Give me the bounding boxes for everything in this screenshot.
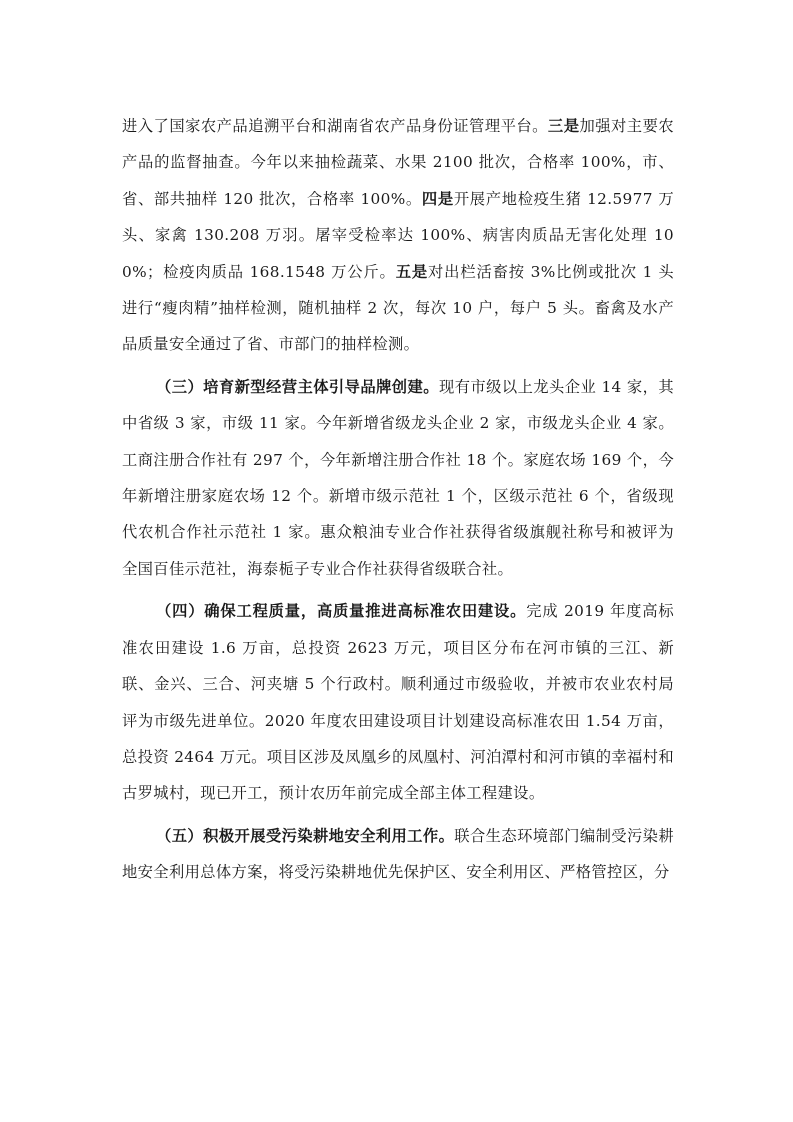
text-run: 开展产地检疫生猪 12.5977 万头、家禽 130.208 万羽。屠宰受检率达 100%、病害肉质品无害化处理 100%；检疫肉质品 168.1548 万公斤。 (122, 189, 674, 281)
section-heading-five: （五）积极开展受污染耕地安全利用工作。 (156, 826, 455, 845)
paragraph-business-entities (122, 369, 674, 587)
text-run: 完成 2019 年度高标准农田建设 1.6 万亩，总投资 2623 万元，项目区分布在河市镇的三江、新联、金兴、三合、河夹塘 5 个行政村。顺利通过市级验收，并被市农业农村局评为市级先进单位。2020 年度农田建设项目计划建设高标准农田 1.54 万亩，总投资 2464 万元。项目区涉及凤凰乡的凤凰村、河泊潭村和河市镇的幸福村和古罗城村，现已开工，预计农历年前完成全部主体工程建设。 (122, 602, 674, 803)
paragraph-polluted-farmland (122, 818, 674, 891)
bold-lead-four: 四是 (421, 189, 454, 208)
text-run: 现有市级以上龙头企业 14 家，其中省级 3 家，市级 11 家。今年新增省级龙头企业 2 家，市级龙头企业 4 家。工商注册合作社有 297 个，今年新增注册合作社 18 个。家庭农场 169 个，今年新增注册家庭农场 12 个。新增市级示范社 1 个，区级示范社 6 个，省级现代农机合作社示范社 1 家。惠众粮油专业合作社获得省级旗舰社称号和被评为全国百佳示范社，海泰栀子专业合作社获得省级联合社。 (122, 377, 674, 578)
section-heading-four: （四）确保工程质量，高质量推进高标准农田建设。 (156, 602, 527, 621)
paragraph-farmland-construction (122, 593, 674, 811)
paragraph-quality-supervision (122, 108, 674, 363)
text-run: 加强对主要农产品的监督抽查。今年以来抽检蔬菜、水果 2100 批次，合格率 100%，市、省、部共抽样 120 批次，合格率 100%。 (122, 117, 675, 208)
text-run: 对出栏活畜按 3%比例或批次 1 头进行“瘦肉精”抽样检测，随机抽样 2 次，每次 10 户，每户 5 头。畜禽及水产品质量安全通过了省、市部门的抽样检测。 (122, 262, 675, 354)
bold-lead-five: 五是 (395, 262, 429, 281)
text-run: 进入了国家农产品追溯平台和湖南省农产品身份证管理平台。 (122, 117, 548, 135)
section-heading-three: （三）培育新型经营主体引导品牌创建。 (156, 377, 439, 396)
bold-lead-three: 三是 (547, 117, 580, 135)
document-body (122, 108, 674, 891)
text-run: 联合生态环境部门编制受污染耕地安全利用总体方案，将受污染耕地优先保护区、安全利用区、严格管控区，分 (122, 826, 675, 882)
